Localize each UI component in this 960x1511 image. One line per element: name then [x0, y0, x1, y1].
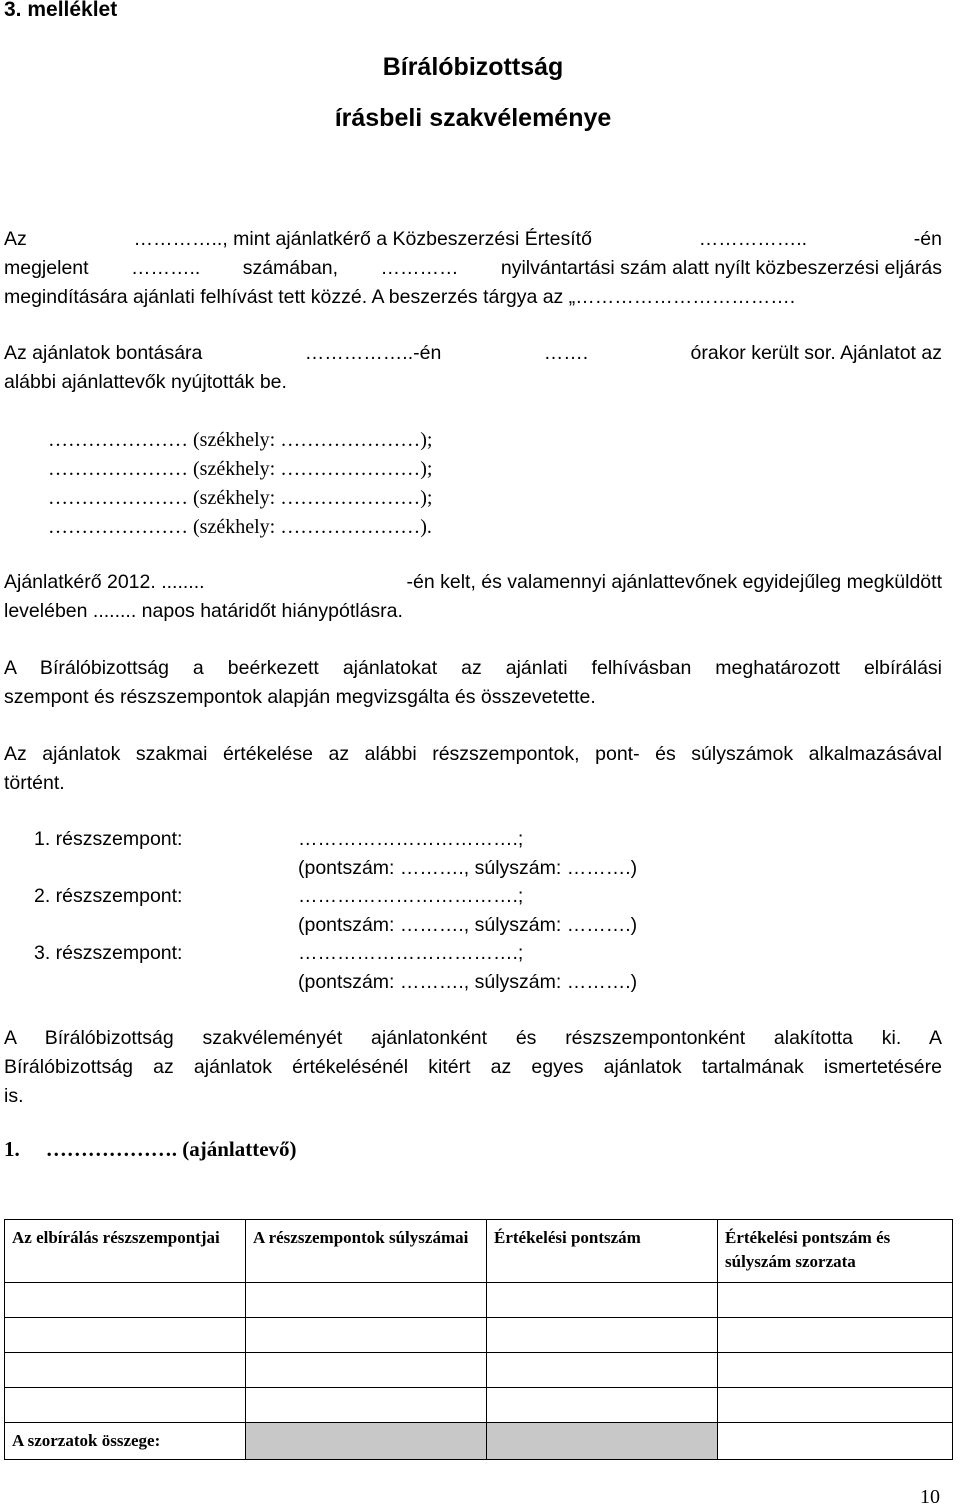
annex-label: 3. melléklet — [4, 0, 118, 21]
table-cell[interactable] — [718, 1318, 953, 1353]
table-cell[interactable] — [487, 1283, 718, 1318]
missing-docs-text: -én kelt, és valamennyi ajánlattevőnek egyidejűleg megküldött — [406, 571, 942, 593]
criterion-label: 2. részszempont: — [34, 885, 183, 907]
table-header-cell: A részszempontok súlyszámai — [246, 1220, 487, 1283]
missing-docs-line-2: levelében ........ napos határidőt hiánypótlásra. — [4, 600, 403, 622]
intro-line-2 — [4, 259, 942, 279]
intro-text: ……….. — [130, 257, 201, 279]
table-sum-label: A szorzatok összege: — [5, 1423, 246, 1460]
opening-line-2: alábbi ajánlattevők nyújtották be. — [4, 371, 287, 393]
criterion-label: 3. részszempont: — [34, 942, 183, 964]
opening-line-1 — [4, 344, 942, 364]
table-sum-value[interactable] — [718, 1423, 953, 1460]
intro-line-3: megindítására ajánlati felhívást tett közzé. A beszerzés tárgya az „……………………………. — [4, 286, 796, 308]
rating-table — [4, 1219, 953, 1460]
table-cell[interactable] — [246, 1388, 487, 1423]
table-cell[interactable] — [246, 1283, 487, 1318]
intro-text: nyilvántartási szám alatt nyílt közbeszerzési eljárás — [500, 257, 942, 279]
table-cell-shaded — [246, 1423, 487, 1460]
table-sum-row — [5, 1423, 953, 1460]
missing-docs-line-1 — [4, 573, 942, 593]
bidder-line: ………………… (székhely: …………………); — [48, 487, 433, 509]
intro-text: …………….. — [698, 228, 808, 250]
bidder-line: ………………… (székhely: …………………). — [48, 516, 432, 538]
table-cell[interactable] — [5, 1353, 246, 1388]
opening-text: órakor került sor. Ajánlatot az — [690, 342, 942, 364]
table-cell[interactable] — [246, 1318, 487, 1353]
table-cell-shaded — [487, 1423, 718, 1460]
criterion-score: (pontszám: ………., súlyszám: ……….) — [298, 914, 638, 936]
table-header-cell: Értékelési pontszám — [487, 1220, 718, 1283]
criterion-score: (pontszám: ………., súlyszám: ……….) — [298, 971, 638, 993]
opening-text: Az ajánlatok bontására — [4, 342, 203, 364]
table-cell[interactable] — [487, 1318, 718, 1353]
evaluation-line-1: Az ajánlatok szakmai értékelése az alábbi részszempontok, pont- és súlyszámok alkalmazásával — [4, 743, 942, 765]
bidder-heading-text: ………………. (ajánlattevő) — [45, 1137, 297, 1161]
bidder-heading — [4, 1139, 297, 1160]
document-subtitle: írásbeli szakvéleménye — [334, 104, 612, 132]
opinion-line-3: is. — [4, 1085, 24, 1107]
table-cell[interactable] — [246, 1353, 487, 1388]
bidder-line: ………………… (székhely: …………………); — [48, 429, 433, 451]
intro-text: ………… — [380, 257, 459, 279]
bidder-heading-number: 1. — [4, 1137, 20, 1161]
intro-text: -én — [913, 228, 942, 250]
table-row — [5, 1318, 953, 1353]
criterion-name: …………………………….; — [298, 942, 524, 964]
table-cell[interactable] — [5, 1318, 246, 1353]
intro-text: számában, — [242, 257, 339, 279]
criterion-label: 1. részszempont: — [34, 828, 183, 850]
table-header-row — [5, 1220, 953, 1283]
table-cell[interactable] — [487, 1388, 718, 1423]
table-cell[interactable] — [5, 1388, 246, 1423]
table-row — [5, 1353, 953, 1388]
opinion-line-2: Bírálóbizottság az ajánlatok értékelésénél kitért az egyes ajánlatok tartalmának ismertetésére — [4, 1056, 942, 1078]
table-header-cell: Értékelési pontszám és súlyszám szorzata — [718, 1220, 953, 1283]
page-number: 10 — [920, 1486, 940, 1508]
evaluation-line-2: történt. — [4, 772, 65, 794]
criterion-name: …………………………….; — [298, 828, 524, 850]
bidder-line: ………………… (székhely: …………………); — [48, 458, 433, 480]
table-cell[interactable] — [718, 1283, 953, 1318]
table-cell[interactable] — [487, 1353, 718, 1388]
intro-text: Az — [4, 228, 27, 250]
review-line-2: szempont és részszempontok alapján megvizsgálta és összevetette. — [4, 686, 596, 708]
opinion-line-1: A Bírálóbizottság szakvéleményét ajánlatonként és részszempontonként alakította ki. A — [4, 1027, 942, 1049]
table-row — [5, 1283, 953, 1318]
criterion-name: …………………………….; — [298, 885, 524, 907]
table-cell[interactable] — [718, 1388, 953, 1423]
criterion-score: (pontszám: ………., súlyszám: ……….) — [298, 857, 638, 879]
table-cell[interactable] — [718, 1353, 953, 1388]
review-line-1: A Bírálóbizottság a beérkezett ajánlatokat az ajánlati felhívásban meghatározott elbírálási — [4, 657, 942, 679]
intro-text: megjelent — [4, 257, 89, 279]
opening-text: ……………..-én — [304, 342, 442, 364]
document-title: Bírálóbizottság — [382, 53, 564, 81]
intro-line-1 — [4, 230, 942, 250]
table-cell[interactable] — [5, 1283, 246, 1318]
missing-docs-text: Ajánlatkérő 2012. ........ — [4, 571, 205, 593]
opening-text: ……. — [543, 342, 589, 364]
table-header-cell: Az elbírálás részszempontjai — [5, 1220, 246, 1283]
intro-text: ………….., mint ajánlatkérő a Közbeszerzési Értesítő — [133, 228, 592, 250]
table-row — [5, 1388, 953, 1423]
